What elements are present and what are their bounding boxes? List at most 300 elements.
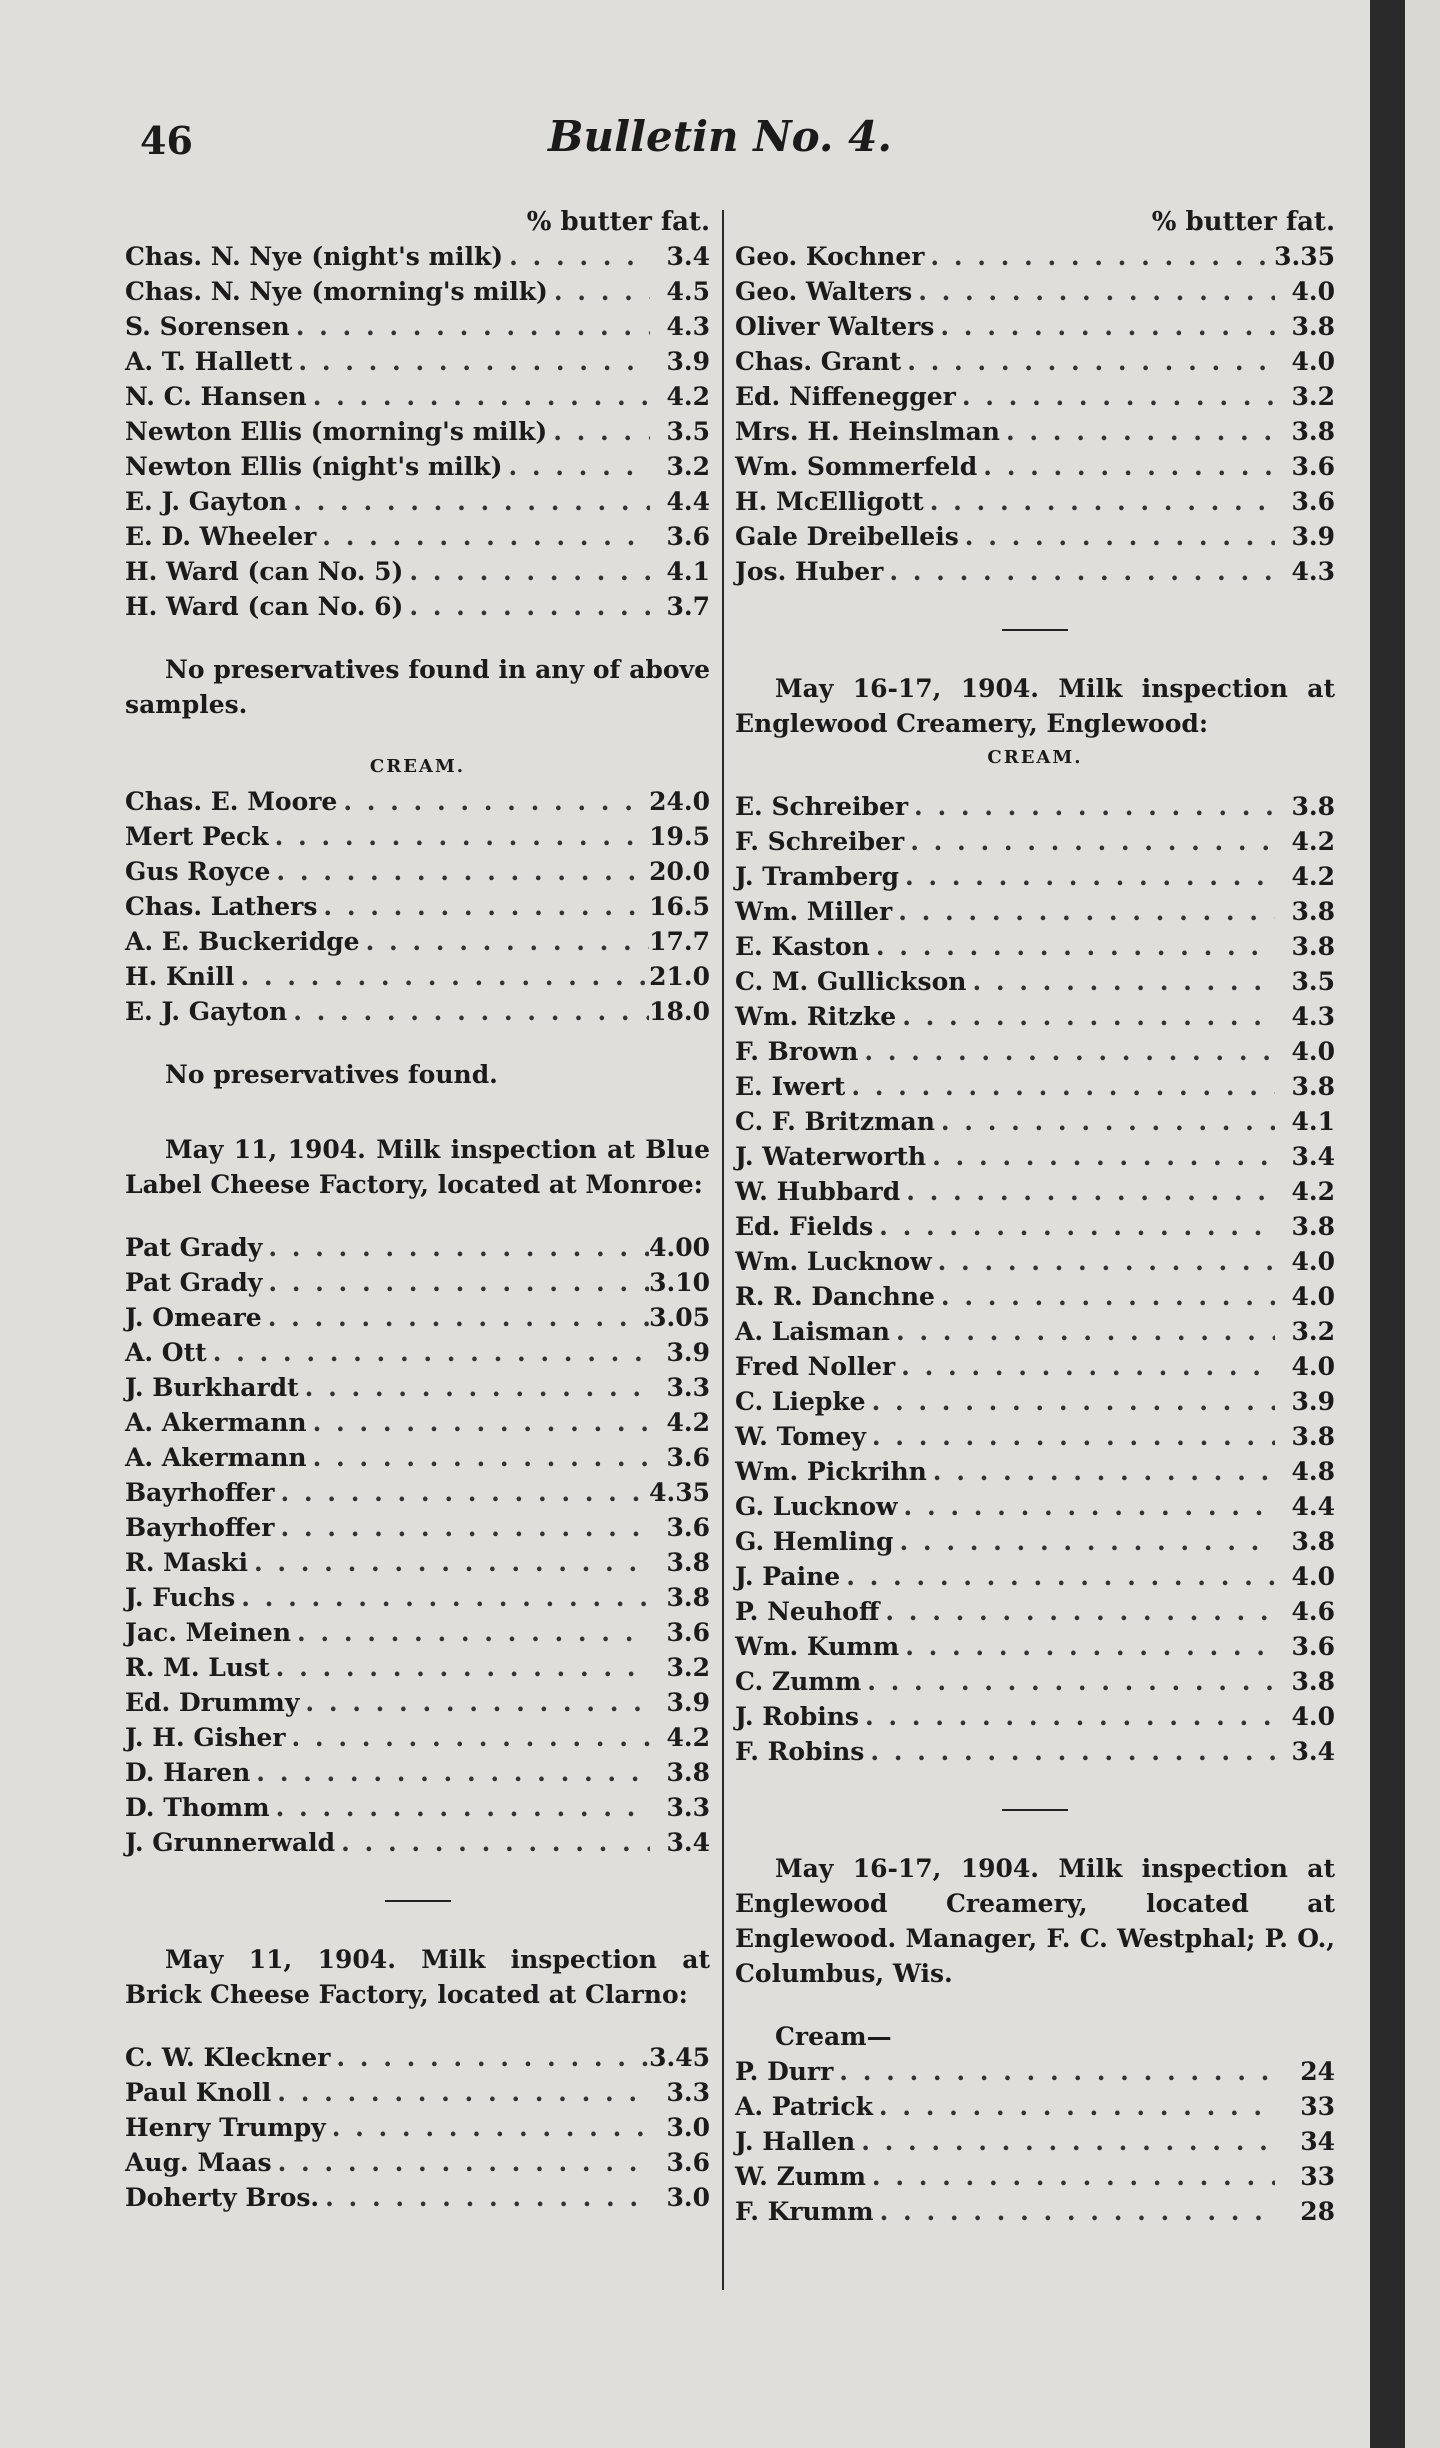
fat-value: 3.5 <box>1291 967 1335 996</box>
dot-leader <box>360 924 650 959</box>
fat-value: 3.8 <box>666 1548 710 1577</box>
supplier-name: E. D. Wheeler <box>125 522 317 551</box>
dot-leader <box>287 484 650 519</box>
supplier-name: Wm. Sommerfeld <box>735 452 978 481</box>
sample-row <box>735 2124 1335 2159</box>
dot-leader <box>870 929 1275 964</box>
sample-row <box>735 1384 1335 1419</box>
supplier-name: J. Robins <box>735 1702 859 1731</box>
fat-value: 4.2 <box>666 382 710 411</box>
fat-value: 3.10 <box>649 1268 710 1297</box>
sample-row <box>125 1510 710 1545</box>
dot-leader <box>866 2159 1275 2194</box>
sample-row <box>125 379 710 414</box>
dot-leader <box>262 1230 649 1265</box>
dot-leader <box>337 784 649 819</box>
sample-row <box>735 1419 1335 1454</box>
sample-row <box>735 1349 1335 1384</box>
running-title: Bulletin No. 4. <box>548 112 892 161</box>
supplier-name: F. Schreiber <box>735 827 905 856</box>
supplier-name: S. Sorensen <box>125 312 290 341</box>
sample-row <box>125 1545 710 1580</box>
dot-leader <box>299 1685 650 1720</box>
sample-row <box>125 1755 710 1790</box>
supplier-name: A. Akermann <box>125 1408 307 1437</box>
fat-value: 3.6 <box>666 522 710 551</box>
sample-row <box>125 1615 710 1650</box>
fat-value: 3.8 <box>1291 1072 1335 1101</box>
dot-leader <box>547 414 650 449</box>
supplier-name: Chas. Lathers <box>125 892 318 921</box>
dot-leader <box>912 274 1275 309</box>
supplier-name: C. W. Kleckner <box>125 2043 331 2072</box>
dot-leader <box>269 819 650 854</box>
supplier-name: Gale Dreibelleis <box>735 522 959 551</box>
westphal-heading: May 16-17, 1904. Milk inspection at Englewood Creamery, located at Englewood. Manager, F. C. Westphal; P. O., Columbus, Wis. <box>735 1854 1335 1988</box>
supplier-name: Ed. Fields <box>735 1212 874 1241</box>
dot-leader <box>901 344 1275 379</box>
fat-value: 4.3 <box>666 312 710 341</box>
supplier-name: Gus Royce <box>125 857 271 886</box>
supplier-name: J. Waterworth <box>735 1142 927 1171</box>
fat-value: 3.3 <box>666 1373 710 1402</box>
sample-row <box>125 274 710 309</box>
supplier-name: A. Akermann <box>125 1443 307 1472</box>
preservatives-note: No preservatives found. <box>165 1060 498 1089</box>
sample-row <box>125 554 710 589</box>
sample-row <box>125 1790 710 1825</box>
fat-value: 3.6 <box>1291 487 1335 516</box>
sample-row <box>125 1685 710 1720</box>
sample-row <box>125 1405 710 1440</box>
dot-leader <box>274 1510 650 1545</box>
fat-value: 3.8 <box>1291 1422 1335 1451</box>
supplier-name: D. Haren <box>125 1758 251 1787</box>
fat-value: 3.8 <box>1291 417 1335 446</box>
supplier-name: Paul Knoll <box>125 2078 272 2107</box>
supplier-name: Wm. Miller <box>735 897 893 926</box>
sample-row <box>125 2040 710 2075</box>
sample-row <box>125 309 710 344</box>
dot-leader <box>879 1594 1275 1629</box>
dot-leader <box>299 1370 650 1405</box>
westphal-list <box>735 2054 1335 2229</box>
dot-leader <box>956 379 1275 414</box>
dot-leader <box>235 1580 650 1615</box>
fat-value: 3.6 <box>666 1618 710 1647</box>
dot-leader <box>861 1664 1275 1699</box>
dot-leader <box>864 1734 1275 1769</box>
supplier-name: W. Tomey <box>735 1422 866 1451</box>
supplier-name: C. M. Gullickson <box>735 967 967 996</box>
supplier-name: H. Ward (can No. 5) <box>125 557 404 586</box>
fat-value: 3.3 <box>666 2078 710 2107</box>
fat-value: 4.2 <box>1291 862 1335 891</box>
dot-leader <box>898 1489 1275 1524</box>
fat-value: 24 <box>1300 2057 1335 2086</box>
dot-leader <box>896 999 1275 1034</box>
sample-row <box>735 1279 1335 1314</box>
sample-row <box>125 2110 710 2145</box>
fat-value: 4.0 <box>1291 277 1335 306</box>
monroe-list <box>125 1230 710 1860</box>
sample-row <box>735 239 1335 274</box>
supplier-name: C. Zumm <box>735 1667 862 1696</box>
fat-value: 3.9 <box>1291 522 1335 551</box>
sample-row <box>125 1265 710 1300</box>
supplier-name: A. Laisman <box>735 1317 890 1346</box>
left-column <box>125 205 710 2215</box>
sample-row <box>735 1524 1335 1559</box>
dot-leader <box>335 1825 650 1860</box>
supplier-name: W. Zumm <box>735 2162 866 2191</box>
cream-label: Cream— <box>775 2022 892 2051</box>
fat-value: 4.00 <box>649 1233 710 1262</box>
supplier-name: J. Omeare <box>125 1303 262 1332</box>
fat-value: 3.0 <box>666 2113 710 2142</box>
supplier-name: Mert Peck <box>125 822 269 851</box>
fat-value: 3.8 <box>1291 897 1335 926</box>
supplier-name: A. T. Hallett <box>125 347 293 376</box>
fat-value: 3.2 <box>666 452 710 481</box>
dot-leader <box>548 274 650 309</box>
dot-leader <box>833 2054 1275 2089</box>
dot-leader <box>934 309 1275 344</box>
sample-row <box>735 274 1335 309</box>
cream-heading: CREAM. <box>369 756 466 777</box>
sample-row <box>125 344 710 379</box>
sample-row <box>735 894 1335 929</box>
supplier-name: C. Liepke <box>735 1387 866 1416</box>
supplier-name: G. Lucknow <box>735 1492 898 1521</box>
supplier-name: Pat Grady <box>125 1233 263 1262</box>
supplier-name: A. E. Buckeridge <box>125 927 360 956</box>
sample-row <box>735 929 1335 964</box>
fat-value: 4.0 <box>1291 1702 1335 1731</box>
supplier-name: Newton Ellis (night's milk) <box>125 452 503 481</box>
sample-row <box>125 854 710 889</box>
supplier-name: J. Grunnerwald <box>125 1828 336 1857</box>
dot-leader <box>908 789 1275 824</box>
fat-value: 3.6 <box>666 1513 710 1542</box>
supplier-name: C. F. Britzman <box>735 1107 935 1136</box>
dot-leader <box>904 824 1275 859</box>
dot-leader <box>503 239 650 274</box>
fat-value: 3.8 <box>666 1583 710 1612</box>
supplier-name: G. Hemling <box>735 1527 894 1556</box>
fat-value: 28 <box>1300 2197 1335 2226</box>
fat-value: 4.3 <box>1291 557 1335 586</box>
sample-row <box>735 1209 1335 1244</box>
fat-value: 4.2 <box>666 1723 710 1752</box>
dot-leader <box>307 1405 650 1440</box>
cream-list <box>125 784 710 1029</box>
fat-value: 4.3 <box>1291 1002 1335 1031</box>
supplier-name: E. J. Gayton <box>125 997 288 1026</box>
fat-value: 16.5 <box>649 892 710 921</box>
dot-leader <box>874 2194 1275 2229</box>
fat-value: 4.0 <box>1291 1562 1335 1591</box>
fat-value: 34 <box>1300 2127 1335 2156</box>
fat-value: 18.0 <box>649 997 710 1026</box>
dot-leader <box>274 1475 649 1510</box>
fat-value: 4.1 <box>666 557 710 586</box>
sample-row <box>735 1664 1335 1699</box>
dot-leader <box>270 1650 650 1685</box>
supplier-name: J. Tramberg <box>735 862 899 891</box>
supplier-name: Geo. Walters <box>735 277 913 306</box>
supplier-name: J. Fuchs <box>125 1583 236 1612</box>
fat-value: 3.9 <box>666 347 710 376</box>
dot-leader <box>883 554 1275 589</box>
preservatives-note: No preservatives found in any of above samples. <box>125 655 710 719</box>
sample-row <box>735 1629 1335 1664</box>
sample-row <box>735 309 1335 344</box>
fat-value: 3.5 <box>666 417 710 446</box>
sample-row <box>735 1139 1335 1174</box>
supplier-name: Newton Ellis (morning's milk) <box>125 417 548 446</box>
fat-value: 33 <box>1300 2092 1335 2121</box>
supplier-name: W. Hubbard <box>735 1177 901 1206</box>
dot-leader <box>895 1349 1275 1384</box>
supplier-name: Chas. N. Nye (morning's milk) <box>125 277 548 306</box>
sample-row <box>125 484 710 519</box>
supplier-name: Bayrhoffer <box>125 1478 275 1507</box>
sample-row <box>735 1244 1335 1279</box>
clarno-heading: May 11, 1904. Milk inspection at Brick Cheese Factory, located at Clarno: <box>125 1945 710 2009</box>
sample-row <box>735 1699 1335 1734</box>
dot-leader <box>845 1069 1275 1104</box>
fat-value: 3.35 <box>1274 242 1335 271</box>
fat-value: 3.8 <box>1291 1667 1335 1696</box>
supplier-name: Ed. Drummy <box>125 1688 300 1717</box>
fat-value: 4.1 <box>1291 1107 1335 1136</box>
dot-leader <box>966 964 1275 999</box>
fat-value: 3.6 <box>1291 452 1335 481</box>
sample-row <box>735 1069 1335 1104</box>
supplier-name: A. Patrick <box>735 2092 873 2121</box>
sample-row <box>735 2054 1335 2089</box>
right-column <box>735 205 1335 2229</box>
monroe-heading: May 11, 1904. Milk inspection at Blue Label Cheese Factory, located at Monroe: <box>125 1135 710 1199</box>
dot-leader <box>959 519 1275 554</box>
dot-leader <box>307 1440 650 1475</box>
fat-value: 3.05 <box>649 1303 710 1332</box>
dot-leader <box>270 854 649 889</box>
supplier-name: Jac. Meinen <box>125 1618 291 1647</box>
supplier-name: H. Knill <box>125 962 235 991</box>
dot-leader <box>262 1300 649 1335</box>
fat-value: 3.6 <box>666 2148 710 2177</box>
dot-leader <box>330 2040 649 2075</box>
dot-leader <box>326 2110 650 2145</box>
dot-leader <box>894 1524 1276 1559</box>
dot-leader <box>859 1699 1275 1734</box>
dot-leader <box>286 1720 651 1755</box>
sample-row <box>735 1034 1335 1069</box>
fat-value: 21.0 <box>649 962 710 991</box>
sample-row <box>735 519 1335 554</box>
supplier-name: Wm. Ritzke <box>735 1002 897 1031</box>
sample-row <box>125 1580 710 1615</box>
dot-leader <box>926 1139 1275 1174</box>
dot-leader <box>272 2145 650 2180</box>
cream-heading: CREAM. <box>987 747 1083 768</box>
sample-row <box>125 2145 710 2180</box>
dot-leader <box>207 1335 650 1370</box>
englewood-list <box>735 789 1335 1769</box>
fat-value: 3.8 <box>1291 792 1335 821</box>
supplier-name: Geo. Kochner <box>735 242 925 271</box>
sample-row <box>125 1230 710 1265</box>
sample-row <box>735 2194 1335 2229</box>
sample-row <box>735 2089 1335 2124</box>
supplier-name: Chas. Grant <box>735 347 902 376</box>
sample-row <box>125 1650 710 1685</box>
sample-row <box>735 379 1335 414</box>
sample-row <box>735 1454 1335 1489</box>
supplier-name: N. C. Hansen <box>125 382 307 411</box>
fat-value: 4.0 <box>1291 1037 1335 1066</box>
fat-value: 33 <box>1300 2162 1335 2191</box>
sample-row <box>125 784 710 819</box>
fat-value: 4.5 <box>666 277 710 306</box>
supplier-name: J. Paine <box>735 1562 841 1591</box>
supplier-name: Wm. Lucknow <box>735 1247 932 1276</box>
sample-row <box>125 889 710 924</box>
dot-leader <box>319 2180 650 2215</box>
fat-value: 4.2 <box>1291 1177 1335 1206</box>
sample-row <box>735 2159 1335 2194</box>
sample-row <box>125 924 710 959</box>
supplier-name: Chas. N. Nye (night's milk) <box>125 242 504 271</box>
dot-leader <box>1000 414 1275 449</box>
sample-row <box>125 1300 710 1335</box>
fat-value: 3.6 <box>1291 1632 1335 1661</box>
fat-value: 3.8 <box>1291 312 1335 341</box>
dot-leader <box>292 344 650 379</box>
dot-leader <box>873 2089 1275 2124</box>
sample-row <box>735 789 1335 824</box>
sample-row <box>735 1559 1335 1594</box>
sample-row <box>125 1370 710 1405</box>
sample-row <box>735 1489 1335 1524</box>
supplier-name: D. Thomm <box>125 1793 270 1822</box>
supplier-name: Mrs. H. Heinslman <box>735 417 1000 446</box>
sample-row <box>125 589 710 624</box>
fat-value: 4.0 <box>1291 1282 1335 1311</box>
sample-row <box>735 1734 1335 1769</box>
dot-leader <box>840 1559 1275 1594</box>
supplier-name: Jos. Huber <box>735 557 884 586</box>
supplier-name: R. M. Lust <box>125 1653 270 1682</box>
supplier-name: H. McElligott <box>735 487 924 516</box>
page-number: 46 <box>140 118 193 163</box>
sample-row <box>125 819 710 854</box>
fat-value: 3.4 <box>666 1828 710 1857</box>
fat-value: 3.7 <box>666 592 710 621</box>
fat-value: 3.9 <box>666 1338 710 1367</box>
sample-row <box>735 824 1335 859</box>
fat-value: 3.4 <box>1291 1142 1335 1171</box>
butter-fat-header: % butter fat. <box>526 207 710 237</box>
samples-list <box>735 239 1335 589</box>
fat-value: 4.0 <box>1291 347 1335 376</box>
sample-row <box>125 994 710 1029</box>
supplier-name: Doherty Bros. <box>125 2183 320 2212</box>
supplier-name: J. H. Gisher <box>125 1723 286 1752</box>
dot-leader <box>403 589 650 624</box>
sample-row <box>125 1335 710 1370</box>
supplier-name: Wm. Pickrihn <box>735 1457 927 1486</box>
column-divider <box>722 210 724 2290</box>
sample-row <box>125 1440 710 1475</box>
fat-value: 3.9 <box>666 1688 710 1717</box>
sample-row <box>735 344 1335 379</box>
sample-row <box>735 449 1335 484</box>
fat-value: 4.4 <box>666 487 710 516</box>
dot-leader <box>250 1755 650 1790</box>
fat-value: 4.8 <box>1291 1457 1335 1486</box>
englewood-heading: May 16-17, 1904. Milk inspection at Englewood Creamery, Englewood: <box>735 674 1335 738</box>
supplier-name: Henry Trumpy <box>125 2113 326 2142</box>
dot-leader <box>935 1104 1275 1139</box>
dot-leader <box>403 554 650 589</box>
fat-value: 4.4 <box>1291 1492 1335 1521</box>
fat-value: 3.8 <box>666 1758 710 1787</box>
dot-leader <box>899 859 1275 894</box>
supplier-name: Pat Grady <box>125 1268 263 1297</box>
sample-row <box>735 484 1335 519</box>
fat-value: 3.8 <box>1291 1212 1335 1241</box>
supplier-name: Ed. Niffenegger <box>735 382 956 411</box>
fat-value: 19.5 <box>649 822 710 851</box>
fat-value: 3.0 <box>666 2183 710 2212</box>
sample-row <box>125 519 710 554</box>
clarno-list <box>125 2040 710 2215</box>
sample-row <box>735 554 1335 589</box>
fat-value: 4.2 <box>1291 827 1335 856</box>
supplier-name: Wm. Kumm <box>735 1632 900 1661</box>
dot-leader <box>932 1244 1275 1279</box>
fat-value: 4.0 <box>1291 1247 1335 1276</box>
supplier-name: Fred Noller <box>735 1352 896 1381</box>
dot-leader <box>924 239 1274 274</box>
sample-row <box>125 1475 710 1510</box>
butter-fat-header: % butter fat. <box>1151 207 1335 237</box>
fat-value: 24.0 <box>649 787 710 816</box>
dot-leader <box>873 1209 1275 1244</box>
dot-leader <box>866 1384 1275 1419</box>
fat-value: 3.9 <box>1291 1387 1335 1416</box>
dot-leader <box>935 1279 1275 1314</box>
sample-row <box>735 964 1335 999</box>
fat-value: 3.45 <box>649 2043 710 2072</box>
fat-value: 20.0 <box>649 857 710 886</box>
dot-leader <box>855 2124 1275 2159</box>
dot-leader <box>291 1615 650 1650</box>
sample-row <box>125 1825 710 1860</box>
dot-leader <box>290 309 650 344</box>
dot-leader <box>262 1265 649 1300</box>
sample-row <box>125 239 710 274</box>
sample-row <box>125 1720 710 1755</box>
supplier-name: R. R. Danchne <box>735 1282 935 1311</box>
fat-value: 3.4 <box>1291 1737 1335 1766</box>
supplier-name: E. Schreiber <box>735 792 909 821</box>
fat-value: 3.8 <box>1291 1527 1335 1556</box>
dot-leader <box>890 1314 1275 1349</box>
